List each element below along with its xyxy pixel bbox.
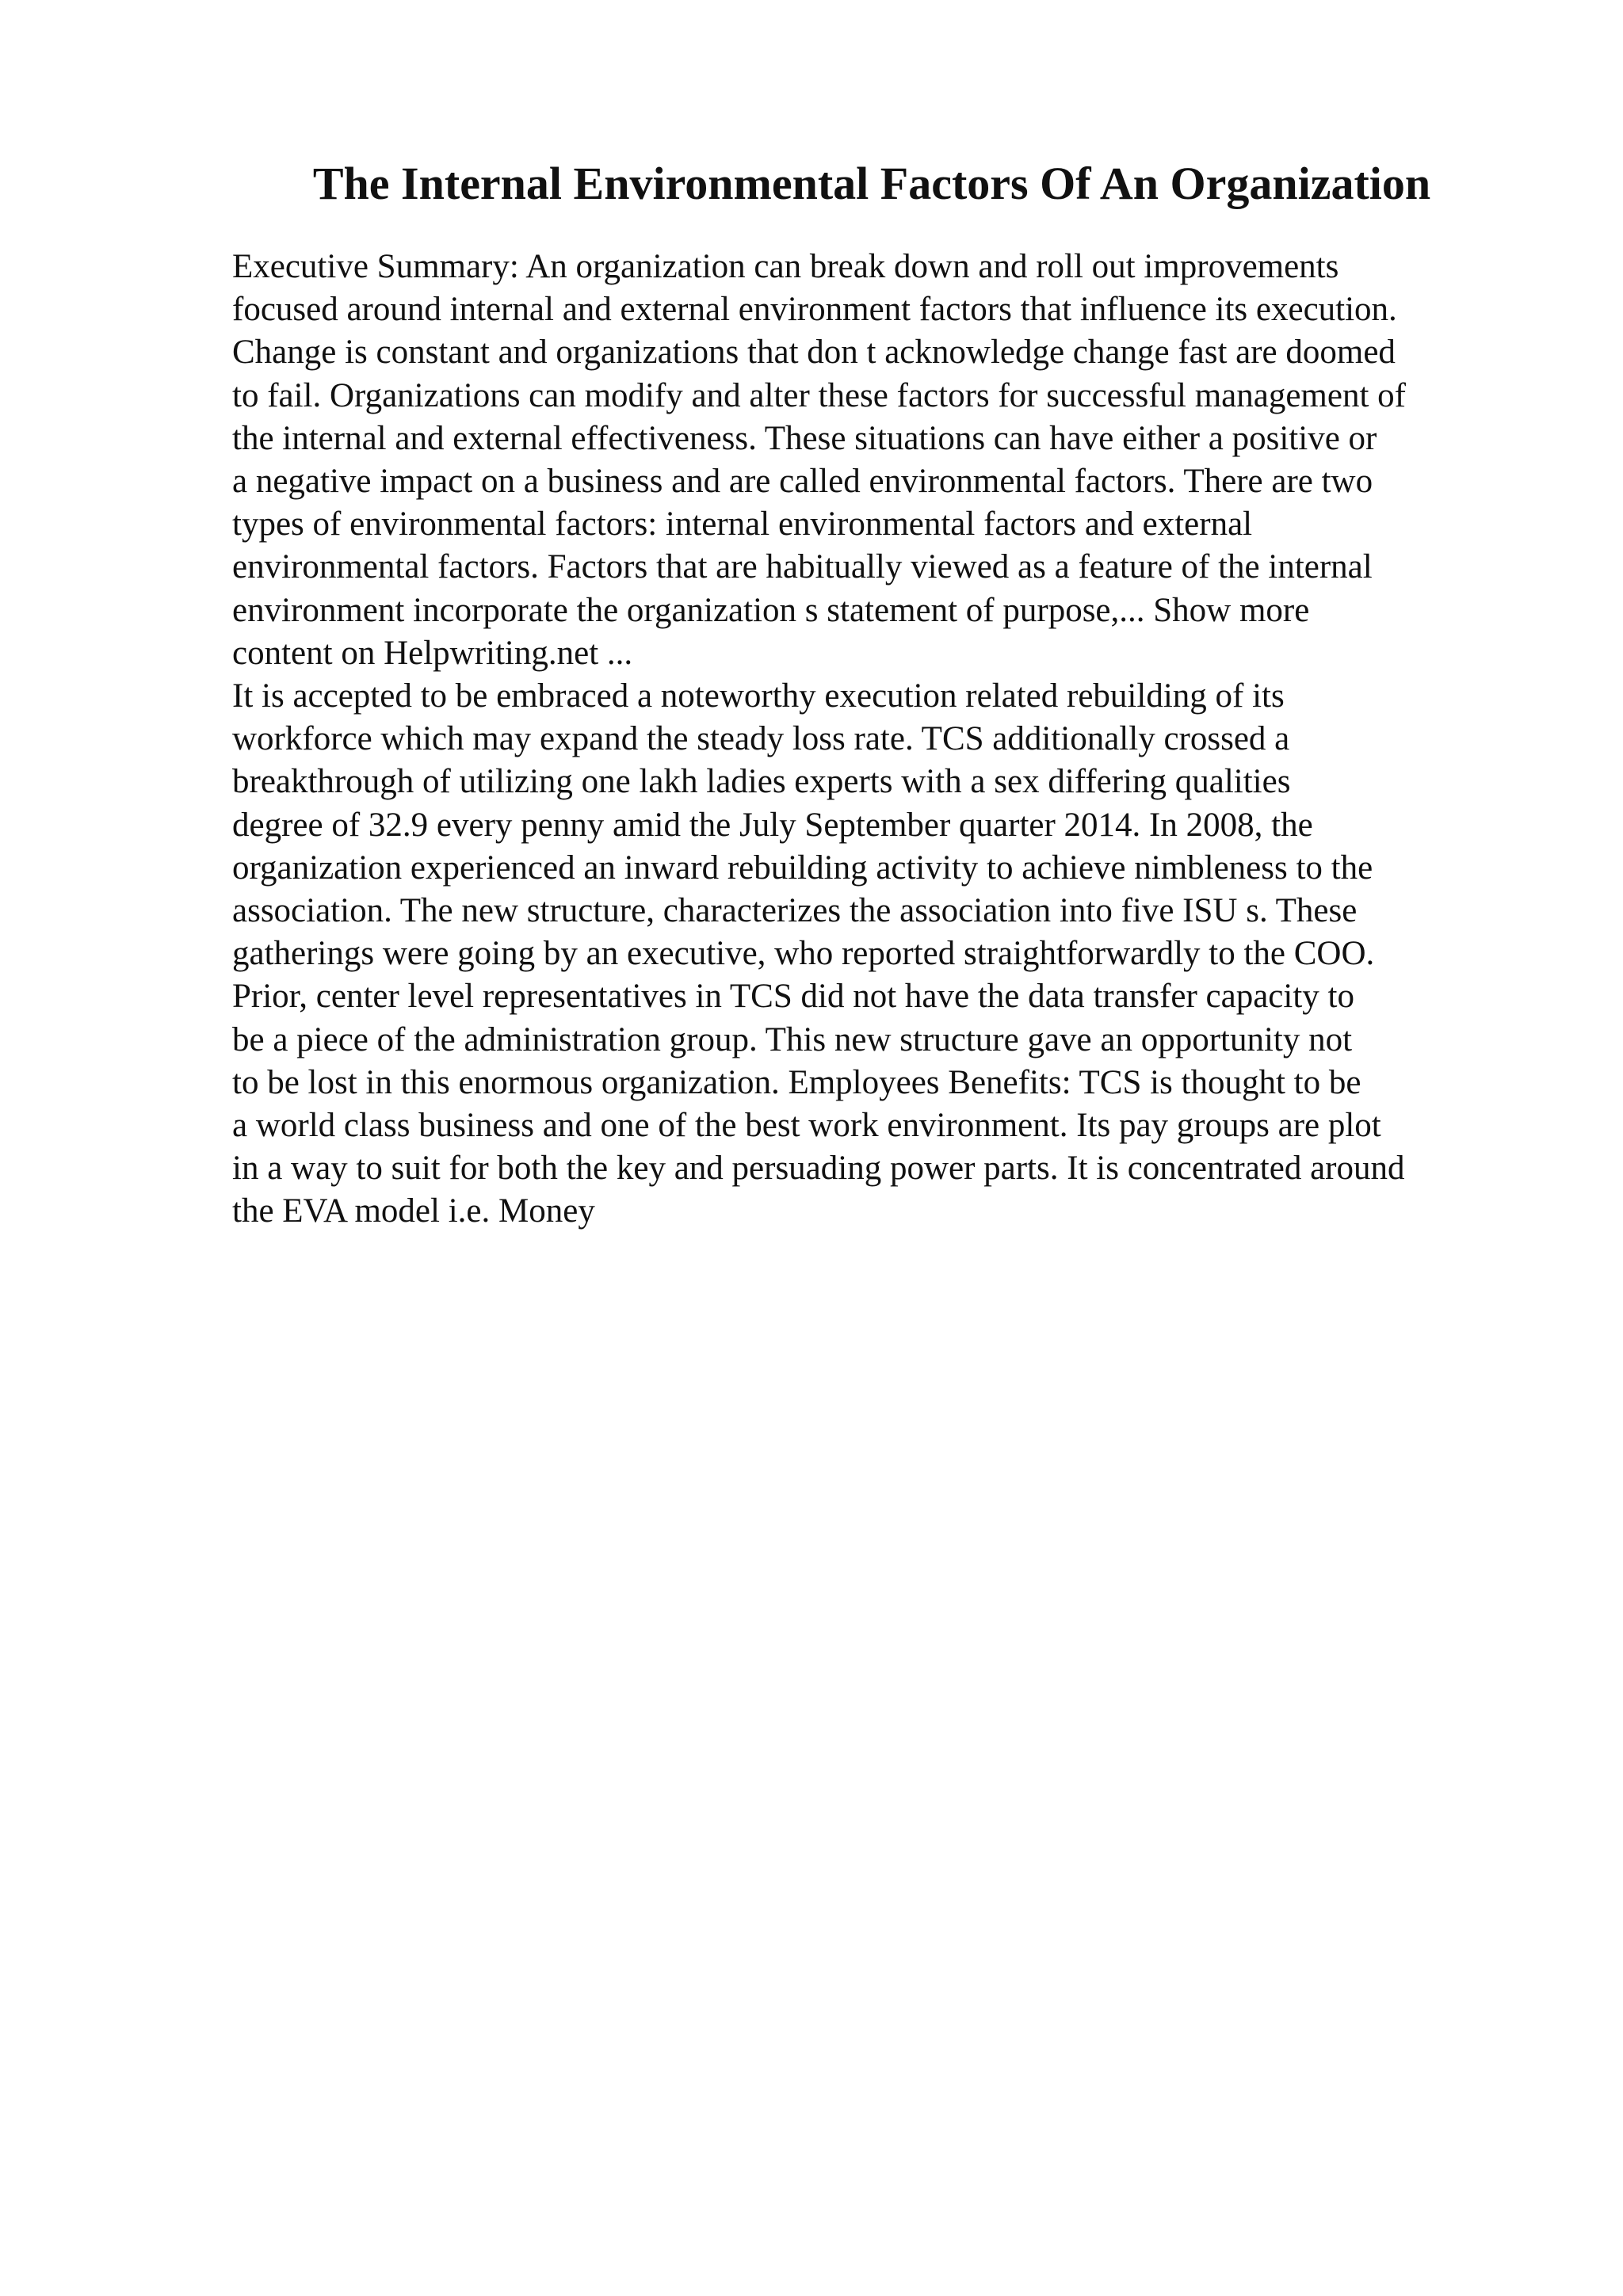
body-line: breakthrough of utilizing one lakh ladies experts with a sex differing qualities	[232, 763, 1291, 801]
body-line: environment incorporate the organization s statement of purpose,... Show more	[232, 591, 1310, 629]
body-line: the internal and external effectiveness. These situations can have either a positive or	[232, 419, 1377, 457]
body-line: types of environmental factors: internal environmental factors and external	[232, 505, 1253, 543]
body-line: content on Helpwriting.net ...	[232, 634, 633, 672]
document-title: The Internal Environmental Factors Of An Organization	[312, 158, 1431, 209]
body-line: association. The new structure, characterizes the association into five ISU s. These	[232, 892, 1358, 930]
body-line: organization experienced an inward rebuilding activity to achieve nimbleness to the	[232, 849, 1373, 887]
document-body	[232, 246, 1532, 1234]
body-line: focused around internal and external environment factors that influence its execution.	[232, 291, 1397, 329]
body-line: the EVA model i.e. Money	[232, 1192, 595, 1230]
body-line: a world class business and one of the best work environment. Its pay groups are plot	[232, 1107, 1381, 1145]
body-line: Executive Summary: An organization can break down and roll out improvements	[232, 248, 1339, 285]
body-line: workforce which may expand the steady loss rate. TCS additionally crossed a	[232, 720, 1290, 758]
body-line: to fail. Organizations can modify and alter these factors for successful management of	[232, 376, 1406, 414]
body-line: gatherings were going by an executive, who reported straightforwardly to the COO.	[232, 935, 1375, 973]
body-line: to be lost in this enormous organization. Employees Benefits: TCS is thought to be	[232, 1063, 1361, 1101]
body-line: a negative impact on a business and are called environmental factors. There are two	[232, 463, 1373, 501]
body-line: be a piece of the administration group. This new structure gave an opportunity not	[232, 1020, 1353, 1058]
body-line: It is accepted to be embraced a noteworthy execution related rebuilding of its	[232, 677, 1285, 715]
body-line: degree of 32.9 every penny amid the July September quarter 2014. In 2008, the	[232, 806, 1313, 844]
body-line: Prior, center level representatives in TCS did not have the data transfer capacity to	[232, 978, 1354, 1016]
body-line: environmental factors. Factors that are habitually viewed as a feature of the internal	[232, 548, 1373, 586]
body-line: Change is constant and organizations that don t acknowledge change fast are doomed	[232, 334, 1396, 372]
body-line: in a way to suit for both the key and persuading power parts. It is concentrated around	[232, 1150, 1405, 1188]
